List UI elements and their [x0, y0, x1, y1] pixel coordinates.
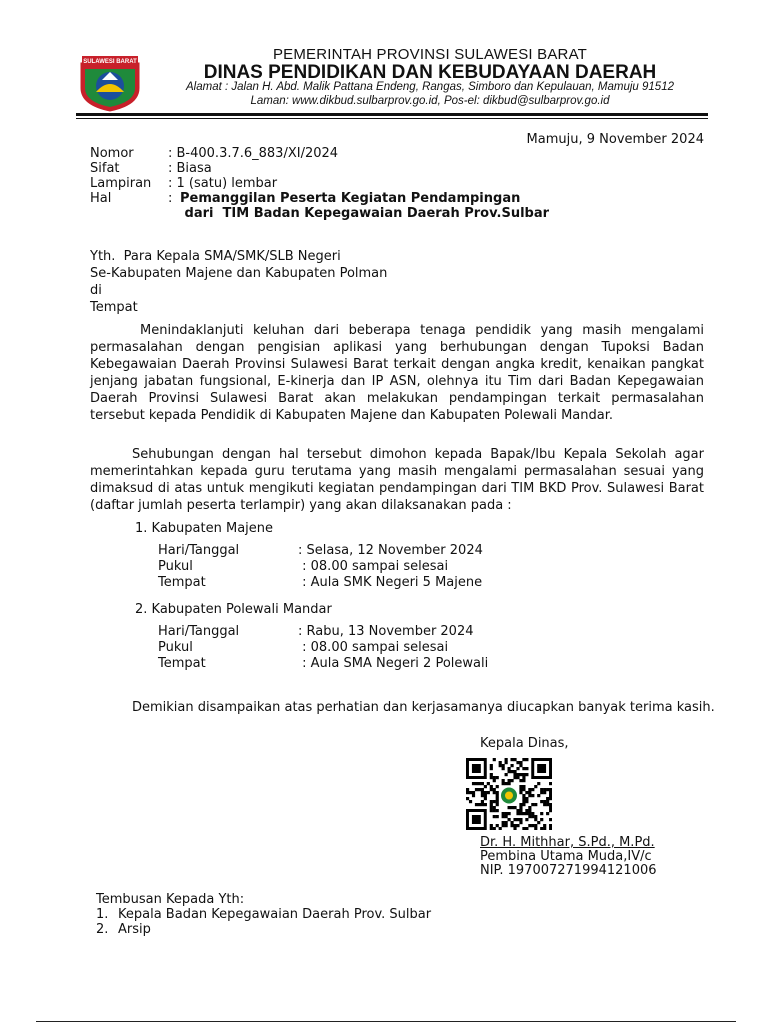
detail-label: Hari/Tanggal	[158, 624, 240, 639]
qr-code-signature	[466, 758, 552, 830]
letterhead-rule-thin	[76, 118, 708, 119]
detail-value: : Rabu, 13 November 2024	[298, 624, 474, 639]
letterhead-rule-thick	[76, 113, 708, 116]
detail-row	[158, 624, 488, 640]
detail-value: : Aula SMK Negeri 5 Majene	[298, 575, 483, 590]
addressee-line: Yth. Para Kepala SMA/SMK/SLB Negeri	[90, 249, 341, 264]
meta-colon: :	[168, 191, 173, 206]
meta-subject-line1: Pemanggilan Peserta Kegiatan Pendampingan	[180, 191, 521, 206]
detail-label: Pukul	[158, 640, 193, 655]
cc-text: Kepala Badan Kepegawaian Daerah Prov. Sulbar	[118, 907, 432, 922]
signature-block	[480, 836, 657, 878]
addressee-line: Tempat	[90, 300, 138, 315]
detail-row	[158, 656, 488, 672]
detail-label: Tempat	[158, 575, 206, 590]
signature-title: Kepala Dinas,	[480, 736, 569, 751]
detail-row	[158, 575, 483, 591]
meta-label: Lampiran	[90, 176, 152, 191]
meta-subject-line2: dari TIM Badan Kepegawaian Daerah Prov.Sulbar	[180, 206, 550, 221]
cc-text: Arsip	[118, 922, 151, 937]
meta-label: Hal	[90, 191, 112, 206]
detail-label: Hari/Tanggal	[158, 543, 240, 558]
meta-nomor	[90, 146, 549, 161]
meta-value: : B-400.3.7.6_883/XI/2024	[168, 146, 339, 161]
detail-label: Tempat	[158, 656, 206, 671]
cc-number: 2.	[96, 922, 109, 937]
letterhead-government: PEMERINTAH PROVINSI SULAWESI BARAT	[272, 46, 588, 63]
meta-lampiran	[90, 176, 549, 191]
signatory-rank: Pembina Utama Muda,IV/c	[480, 849, 652, 864]
closing-sentence: Demikian disampaikan atas perhatian dan kerjasamanya diucapkan banyak terima kasih.	[132, 700, 715, 715]
detail-row	[158, 543, 483, 559]
schedule-details-2	[158, 624, 488, 672]
detail-value: : Selasa, 12 November 2024	[298, 543, 483, 558]
detail-label: Pukul	[158, 559, 193, 574]
schedule-details-1	[158, 543, 483, 591]
footer-rule	[36, 1021, 736, 1022]
addressee-line: di	[90, 283, 102, 298]
meta-label: Sifat	[90, 161, 120, 176]
letterhead-website: Laman: www.dikbud.sulbarprov.go.id, Pos-el: dikbud@sulbarprov.go.id	[250, 95, 610, 107]
meta-hal	[90, 191, 549, 206]
addressee-line: Se-Kabupaten Majene dan Kabupaten Polman	[90, 266, 388, 281]
logo-text: SULAWESI BARAT	[83, 59, 137, 65]
cc-number: 1.	[96, 907, 109, 922]
meta-sifat	[90, 161, 549, 176]
cc-item	[96, 922, 431, 937]
cc-item	[96, 907, 431, 922]
schedule-title-1: 1. Kabupaten Majene	[135, 521, 274, 536]
detail-value: : 08.00 sampai selesai	[298, 559, 449, 574]
detail-row	[158, 559, 483, 575]
letterhead-agency: DINAS PENDIDIKAN DAN KEBUDAYAAN DAERAH	[203, 62, 657, 83]
meta-hal-continued	[90, 206, 549, 221]
detail-row	[158, 640, 488, 656]
meta-value: : 1 (satu) lembar	[168, 176, 278, 191]
body-paragraph-2	[90, 446, 704, 514]
carbon-copy	[96, 892, 431, 937]
letter-meta	[90, 146, 549, 221]
letter-date: Mamuju, 9 November 2024	[526, 132, 704, 147]
signatory-nip: NIP. 197007271994121006	[480, 863, 657, 878]
schedule-title-2: 2. Kabupaten Polewali Mandar	[135, 602, 332, 617]
province-logo	[76, 52, 144, 114]
addressee	[90, 248, 387, 316]
signatory-name: Dr. H. Mithhar, S.Pd., M.Pd.	[480, 835, 655, 850]
paragraph-text: Menindaklanjuti keluhan dari beberapa tenaga pendidik yang masih mengalami permasalahan dengan pengisian aplikasi yang berhubungan dengan Tupoksi Badan Kebegawaian Daerah Provinsi Sulawesi Barat terkait dengan angka kredit, kenaikan pangkat jenjang jabatan fungsional, E-kinerja dan IP ASN, olehnya itu Tim dari Badan Kepegawaian Daerah Provinsi Sulawesi Barat akan melakukan pendampingan terkait permasalahan tersebut kepada Pendidik di Kabupaten Majene dan Kabupaten Polewali Mandar.	[90, 323, 704, 423]
cc-title: Tembusan Kepada Yth:	[96, 892, 245, 907]
body-paragraph-1	[90, 322, 704, 424]
meta-value: : Biasa	[168, 161, 212, 176]
paragraph-text: Sehubungan dengan hal tersebut dimohon kepada Bapak/Ibu Kepala Sekolah agar memerintahkan kepada guru terutama yang masih mengalami permasalahan sesuai yang dimaksud di atas untuk mengikuti kegiatan pendampingan dari TIM BKD Prov. Sulawesi Barat (daftar jumlah peserta terlampir) yang akan dilaksanakan pada :	[90, 447, 704, 513]
detail-value: : 08.00 sampai selesai	[298, 640, 449, 655]
meta-label: Nomor	[90, 146, 134, 161]
detail-value: : Aula SMA Negeri 2 Polewali	[298, 656, 489, 671]
letterhead-address: Alamat : Jalan H. Abd. Malik Pattana Endeng, Rangas, Simboro dan Kepulauan, Mamuju 91512	[186, 81, 674, 93]
